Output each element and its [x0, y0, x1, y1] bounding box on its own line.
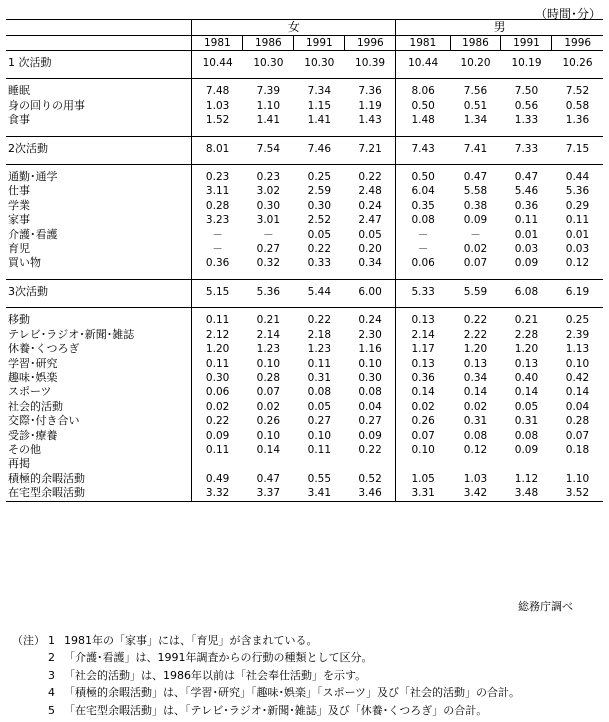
male-value: 0.25 — [565, 314, 590, 327]
female-value — [345, 457, 396, 471]
male-value: 0.31 — [514, 415, 539, 428]
female-value: 1.41 — [307, 114, 332, 127]
male-value: 0.47 — [514, 171, 539, 184]
female-value: 0.25 — [307, 171, 332, 184]
female-value: 2.59 — [307, 185, 332, 198]
male-value: 1.36 — [565, 114, 590, 127]
male-value: 0.12 — [463, 443, 488, 456]
female-value: 7.34 — [307, 85, 332, 98]
female-value: 2.18 — [307, 328, 332, 341]
female-value: 0.28 — [192, 199, 243, 213]
female-value: 0.26 — [256, 415, 281, 428]
year-header: 1991 — [501, 36, 552, 51]
male-value: 0.09 — [514, 257, 539, 270]
male-value: 0.28 — [565, 415, 590, 428]
row-label: 仕事 — [8, 184, 30, 198]
female-value: 3.11 — [192, 184, 243, 198]
male-value: 7.33 — [514, 142, 539, 155]
female-value: 3.32 — [192, 486, 243, 501]
male-value: 1.20 — [514, 343, 539, 356]
male-value — [552, 457, 603, 471]
male-value: 10.19 — [511, 57, 542, 69]
male-value: 0.14 — [565, 386, 590, 399]
female-value: 2.47 — [358, 214, 382, 227]
table-row — [6, 357, 603, 371]
male-value: 0.11 — [514, 214, 539, 227]
row-label: 3次活動 — [8, 284, 48, 298]
male-value: 0.50 — [396, 170, 450, 184]
row-label: 趣味･娯楽 — [8, 370, 58, 384]
male-value: 0.13 — [463, 357, 488, 370]
year-header: 1981 — [396, 36, 450, 51]
female-value: 10.30 — [253, 57, 284, 69]
female-value: 0.10 — [256, 357, 281, 370]
male-value: 0.11 — [565, 214, 590, 227]
table-row — [6, 457, 603, 471]
female-value: 1.23 — [256, 343, 281, 356]
male-value: 0.35 — [396, 199, 450, 213]
female-value: 1.20 — [192, 342, 243, 356]
note-number: 3 — [48, 668, 55, 682]
male-value: － — [396, 242, 450, 256]
female-value: 0.09 — [358, 429, 382, 442]
female-value: 0.08 — [307, 386, 332, 399]
male-value: 0.13 — [514, 357, 539, 370]
female-value: 0.20 — [358, 243, 382, 256]
female-value: 0.22 — [358, 443, 382, 456]
row-label: 社会的活動 — [8, 399, 63, 413]
female-value: 0.14 — [256, 443, 281, 456]
row-label: その他 — [8, 442, 41, 456]
female-value: 0.10 — [256, 429, 281, 442]
male-value: 0.07 — [565, 429, 590, 442]
notes-section — [12, 632, 520, 719]
male-value: 8.06 — [396, 84, 450, 98]
note-text: 「積極的余暇活動」は、「学習･研究」「趣味･娯楽」「スポーツ」及び「社会的活動」の合計。 — [64, 686, 521, 700]
note-text: 「社会的活動」は、1986年以前は「社会奉仕活動」を示す。 — [64, 668, 367, 682]
male-value: 0.02 — [396, 400, 450, 414]
table-row — [6, 242, 603, 256]
female-value — [294, 457, 345, 471]
group-spacer — [6, 271, 603, 280]
female-value: 2.12 — [192, 328, 243, 342]
male-value: 7.43 — [396, 142, 450, 156]
male-value: 1.34 — [463, 114, 488, 127]
male-value: 7.41 — [463, 142, 488, 155]
male-value: 0.29 — [565, 199, 590, 212]
male-value: 5.36 — [565, 185, 590, 198]
female-value: 0.34 — [358, 257, 382, 270]
female-value: 0.09 — [192, 429, 243, 443]
row-label: 買い物 — [8, 256, 41, 270]
male-value: 3.48 — [501, 486, 552, 501]
notes-mark: （注） — [12, 634, 45, 647]
year-header: 1991 — [294, 36, 345, 51]
female-value: 0.30 — [192, 371, 243, 385]
male-value: 1.20 — [463, 343, 488, 356]
row-label: 学業 — [8, 198, 30, 212]
female-value: 0.22 — [192, 414, 243, 428]
male-value: 7.15 — [565, 142, 590, 155]
female-value: 0.05 — [307, 400, 332, 413]
male-value: 5.46 — [514, 185, 539, 198]
male-value: 0.03 — [514, 243, 539, 256]
row-label: 積極的余暇活動 — [8, 471, 85, 485]
female-value: 0.21 — [256, 314, 281, 327]
female-value: 0.27 — [256, 243, 281, 256]
note-number: 1 — [48, 634, 55, 647]
male-value: 0.02 — [463, 243, 488, 256]
female-value: 0.47 — [256, 472, 281, 485]
female-value: 3.46 — [345, 486, 396, 501]
male-value: 0.38 — [463, 199, 488, 212]
female-value: 0.22 — [307, 314, 332, 327]
table-row — [6, 328, 603, 342]
male-value: 1.33 — [514, 114, 539, 127]
female-value: 0.36 — [192, 256, 243, 270]
male-value: 0.58 — [565, 99, 590, 112]
male-value: 7.56 — [463, 85, 488, 98]
male-value: 0.13 — [396, 313, 450, 327]
female-value: 1.10 — [256, 99, 281, 112]
female-value: 0.11 — [307, 357, 332, 370]
female-value: 0.02 — [192, 400, 243, 414]
table-row — [6, 228, 603, 242]
female-value: 3.37 — [243, 486, 294, 501]
table-row — [6, 56, 603, 70]
female-value: 0.11 — [192, 443, 243, 457]
table-row — [6, 400, 603, 414]
male-value: 0.14 — [396, 385, 450, 399]
female-value: 0.24 — [358, 314, 382, 327]
male-value: 3.42 — [450, 486, 501, 501]
table-row — [6, 313, 603, 327]
female-value: 0.07 — [256, 386, 281, 399]
female-value: 5.44 — [307, 285, 332, 298]
male-value: 0.02 — [463, 400, 488, 413]
male-value: 0.50 — [396, 99, 450, 113]
female-value: 0.27 — [307, 415, 332, 428]
female-value — [243, 457, 294, 471]
row-label: 受診･療養 — [8, 428, 58, 442]
female-value: 3.23 — [192, 213, 243, 227]
male-value: 5.59 — [463, 285, 488, 298]
note-item — [12, 667, 520, 684]
male-value: 10.20 — [460, 57, 491, 69]
female-value: 0.30 — [307, 199, 332, 212]
male-header: 男 — [396, 20, 603, 36]
female-value: 0.24 — [358, 199, 382, 212]
row-label: 交際･付き合い — [8, 414, 80, 428]
female-value: 1.03 — [192, 99, 243, 113]
male-value: 0.51 — [463, 99, 488, 112]
year-header: 1986 — [243, 36, 294, 51]
female-value: 0.49 — [192, 472, 243, 486]
male-value: 0.01 — [565, 228, 590, 241]
male-value: 0.42 — [565, 371, 590, 384]
year-header: 1996 — [552, 36, 603, 51]
male-value: 10.26 — [562, 57, 593, 69]
male-value: 0.14 — [514, 386, 539, 399]
female-value: 7.46 — [307, 142, 332, 155]
male-value: 0.13 — [396, 357, 450, 371]
year-header-row — [6, 36, 603, 51]
table-row — [6, 99, 603, 113]
female-value: 3.01 — [256, 214, 281, 227]
female-value: 0.30 — [358, 371, 382, 384]
female-value: 7.36 — [358, 85, 382, 98]
female-value: 5.15 — [192, 285, 243, 299]
female-value: 1.52 — [192, 113, 243, 127]
male-value: 1.48 — [396, 113, 450, 127]
male-value: 0.18 — [565, 443, 590, 456]
note-item — [12, 649, 520, 666]
female-value: 0.11 — [192, 313, 243, 327]
female-value: 0.05 — [358, 228, 382, 241]
table-row — [6, 385, 603, 399]
female-value: 1.23 — [307, 343, 332, 356]
male-value: 0.08 — [396, 213, 450, 227]
table-row — [6, 342, 603, 356]
table-row — [6, 414, 603, 428]
male-value: 3.31 — [396, 486, 450, 501]
note-text: 「介護･看護」は、1991年調査からの行動の種類として区分。 — [64, 651, 373, 665]
female-value: 0.55 — [307, 472, 332, 485]
source-label: 総務庁調べ — [518, 600, 573, 613]
female-value: 0.22 — [358, 171, 382, 184]
male-value: 2.14 — [396, 328, 450, 342]
table-row — [6, 443, 603, 457]
year-header: 1996 — [345, 36, 396, 51]
female-value: 10.39 — [355, 57, 386, 69]
male-value: 2.28 — [514, 328, 539, 341]
male-value: － — [470, 228, 481, 241]
female-value: 0.52 — [358, 472, 382, 485]
row-label: 移動 — [8, 313, 30, 327]
row-label: 休養･くつろぎ — [8, 342, 80, 356]
female-value: 5.36 — [256, 285, 281, 298]
female-value: 8.01 — [192, 142, 243, 156]
female-value: 0.27 — [358, 415, 382, 428]
male-value: 0.05 — [514, 400, 539, 413]
male-value: 3.52 — [552, 486, 603, 501]
male-value — [396, 457, 450, 471]
unit-label: （時間･分） — [534, 7, 601, 21]
male-value: 0.36 — [514, 199, 539, 212]
female-value: － — [192, 228, 243, 242]
year-header: 1986 — [450, 36, 501, 51]
male-value: 6.08 — [514, 285, 539, 298]
row-label: 再掲 — [8, 457, 30, 471]
male-value: 0.22 — [463, 314, 488, 327]
male-value: 0.06 — [396, 256, 450, 270]
male-value: － — [396, 228, 450, 242]
male-value: 0.14 — [463, 386, 488, 399]
group-spacer — [6, 299, 603, 308]
female-value: 1.15 — [307, 99, 332, 112]
table-row — [6, 371, 603, 385]
female-value: 0.10 — [307, 429, 332, 442]
female-value: 1.16 — [358, 343, 382, 356]
year-header: 1981 — [192, 36, 243, 51]
female-value: 0.04 — [358, 400, 382, 413]
male-value — [501, 457, 552, 471]
male-value: 0.34 — [463, 371, 488, 384]
note-item — [12, 684, 520, 701]
female-value: 0.11 — [307, 443, 332, 456]
male-value: 0.21 — [514, 314, 539, 327]
female-value: 0.33 — [307, 257, 332, 270]
male-value: 1.03 — [463, 472, 488, 485]
male-value: 7.52 — [565, 85, 590, 98]
table-row — [6, 84, 603, 98]
female-value: 1.41 — [256, 114, 281, 127]
note-text: 「在宅型余暇活動」は、「テレビ･ラジオ･新聞･雑誌」及び「休養･くつろぎ」の合計。 — [64, 703, 488, 717]
row-label: 睡眠 — [8, 84, 30, 98]
table-row — [6, 472, 603, 486]
gender-header-row — [6, 20, 603, 36]
male-value: 0.08 — [463, 429, 488, 442]
note-number: 5 — [48, 703, 55, 717]
table-row — [6, 213, 603, 227]
male-value: 0.09 — [463, 214, 488, 227]
row-label: テレビ･ラジオ･新聞･雑誌 — [8, 327, 135, 341]
table-row — [6, 170, 603, 184]
female-value: 10.30 — [304, 57, 335, 69]
table-row — [6, 285, 603, 299]
table-row — [6, 142, 603, 156]
male-value: 0.56 — [514, 99, 539, 112]
male-value: 0.36 — [396, 371, 450, 385]
group-spacer — [6, 156, 603, 165]
note-item — [12, 632, 520, 649]
note-number: 2 — [48, 651, 55, 665]
row-label: 通勤･通学 — [8, 170, 58, 184]
row-label: 身の回りの用事 — [8, 98, 85, 112]
male-value: 5.33 — [396, 285, 450, 299]
male-value: 0.08 — [514, 429, 539, 442]
male-value: 0.10 — [565, 357, 590, 370]
female-value: 7.21 — [358, 142, 382, 155]
row-label: 食事 — [8, 113, 30, 127]
table-row — [6, 113, 603, 127]
female-value: 0.23 — [192, 170, 243, 184]
female-value: 0.11 — [192, 357, 243, 371]
male-value: 0.12 — [565, 257, 590, 270]
male-value: 1.05 — [396, 472, 450, 486]
table-row — [6, 256, 603, 270]
female-value: 7.54 — [256, 142, 281, 155]
row-label: 学習･研究 — [8, 356, 58, 370]
row-label: 家事 — [8, 213, 30, 227]
female-value: 2.48 — [358, 185, 382, 198]
male-value: 0.26 — [396, 414, 450, 428]
table-row — [6, 184, 603, 198]
group-spacer — [6, 70, 603, 79]
row-label: 在宅型余暇活動 — [6, 486, 192, 501]
female-value: 7.39 — [256, 85, 281, 98]
male-value: 7.50 — [514, 85, 539, 98]
male-value: 5.58 — [463, 185, 488, 198]
female-value: 10.44 — [192, 56, 243, 70]
table-row — [6, 199, 603, 213]
male-value: 1.12 — [514, 472, 539, 485]
female-value — [192, 457, 243, 471]
female-value: 6.00 — [358, 285, 382, 298]
note-item — [12, 702, 520, 719]
male-value: 0.09 — [514, 443, 539, 456]
female-value: 2.30 — [358, 328, 382, 341]
male-value: 10.44 — [396, 56, 450, 70]
time-use-table — [6, 19, 603, 502]
table-body — [6, 20, 603, 502]
female-value: － — [192, 242, 243, 256]
female-value: 0.22 — [307, 243, 332, 256]
table-row — [6, 486, 603, 501]
female-value: 7.48 — [192, 84, 243, 98]
female-value: 1.43 — [358, 114, 382, 127]
note-number: 4 — [48, 686, 55, 700]
male-value: 0.47 — [463, 171, 488, 184]
male-value: 0.44 — [565, 171, 590, 184]
male-value: 2.39 — [565, 328, 590, 341]
female-value: 0.10 — [358, 357, 382, 370]
row-label: 介護･看護 — [8, 227, 58, 241]
female-value: － — [263, 228, 274, 241]
row-label: 育児 — [8, 242, 30, 256]
male-value: 0.03 — [565, 243, 590, 256]
female-value: 0.02 — [256, 400, 281, 413]
female-value: 1.19 — [358, 99, 382, 112]
male-value: 0.10 — [396, 443, 450, 457]
male-value: 6.04 — [396, 184, 450, 198]
table-row — [6, 429, 603, 443]
female-value: 2.14 — [256, 328, 281, 341]
male-value: 0.04 — [565, 400, 590, 413]
female-value: 2.52 — [307, 214, 332, 227]
male-value: 6.19 — [565, 285, 590, 298]
male-value: 0.40 — [514, 371, 539, 384]
female-value: 0.28 — [256, 371, 281, 384]
male-value: 2.22 — [463, 328, 488, 341]
male-value: 0.07 — [463, 257, 488, 270]
male-value: 1.13 — [565, 343, 590, 356]
female-value: 0.05 — [307, 228, 332, 241]
row-label: スポーツ — [8, 385, 52, 399]
male-value: 0.01 — [514, 228, 539, 241]
male-value: 1.17 — [396, 342, 450, 356]
male-value: 0.07 — [396, 429, 450, 443]
female-value: 0.31 — [307, 371, 332, 384]
female-value: 0.32 — [256, 257, 281, 270]
note-text: 1981年の「家事」には、「育児」が含まれている。 — [64, 634, 318, 647]
row-label: 2次活動 — [8, 141, 48, 155]
female-value: 0.23 — [256, 171, 281, 184]
female-value: 3.02 — [256, 185, 281, 198]
female-value: 0.30 — [256, 199, 281, 212]
female-header: 女 — [192, 20, 396, 36]
male-value — [450, 457, 501, 471]
male-value: 1.10 — [565, 472, 590, 485]
male-value: 0.31 — [463, 415, 488, 428]
row-label: 1 次活動 — [8, 56, 52, 69]
group-spacer — [6, 128, 603, 137]
female-value: 0.06 — [192, 385, 243, 399]
female-value: 0.08 — [358, 386, 382, 399]
female-value: 3.41 — [294, 486, 345, 501]
